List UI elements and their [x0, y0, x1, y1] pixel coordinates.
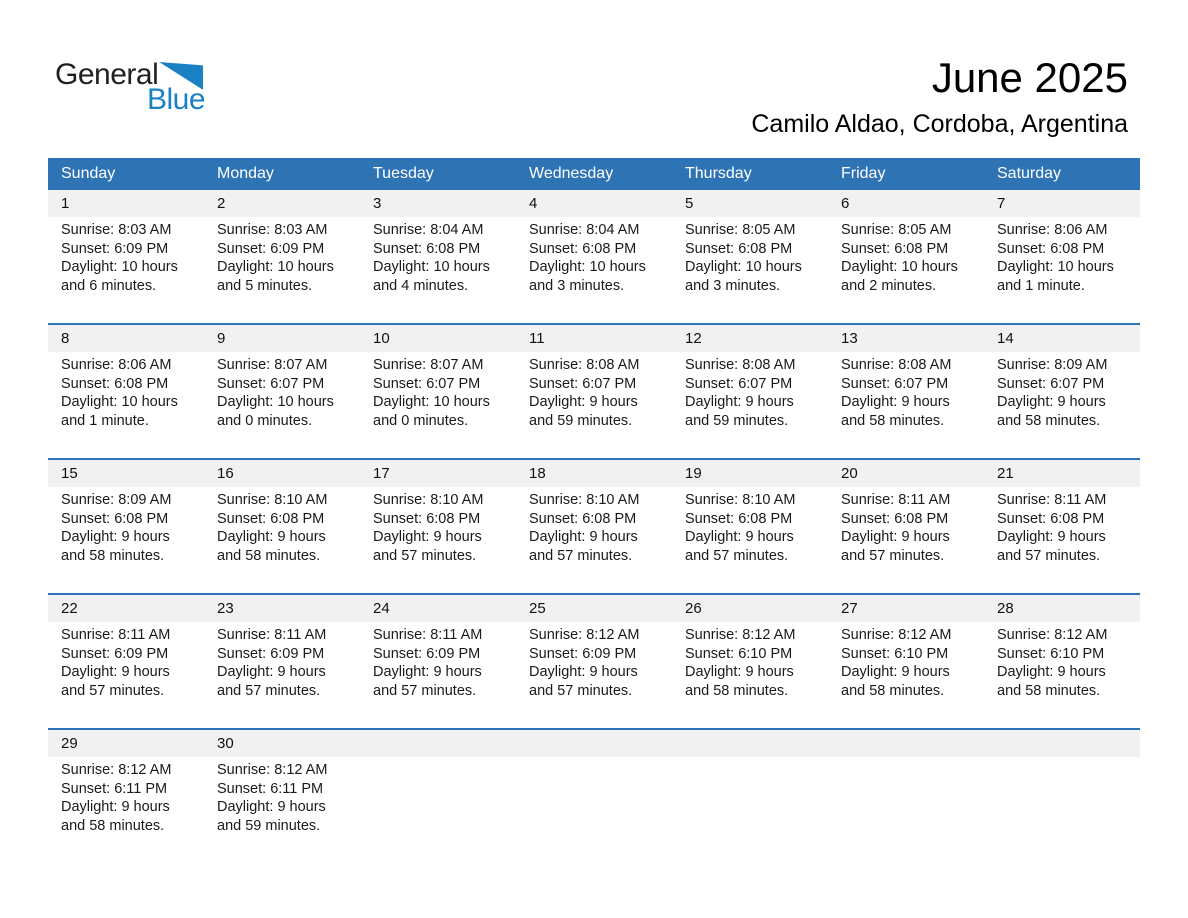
- daylight-text: Daylight: 10 hours: [529, 259, 646, 275]
- sunset-text: Sunset: 6:08 PM: [373, 240, 481, 257]
- day-cell: [984, 190, 1140, 323]
- sunset-text: Sunset: 6:08 PM: [685, 510, 793, 527]
- day-number: 30: [204, 730, 360, 757]
- daylight-text-line2: and 59 minutes.: [685, 412, 789, 429]
- day-details: [516, 622, 672, 700]
- sunrise-text: Sunrise: 8:11 AM: [61, 627, 171, 643]
- calendar-table: [48, 158, 1140, 863]
- day-number: 23: [204, 595, 360, 622]
- sunrise-text: Sunrise: 8:10 AM: [373, 492, 484, 508]
- sunset-text: Sunset: 6:11 PM: [217, 780, 324, 797]
- sunrise-text: Sunrise: 8:11 AM: [841, 492, 951, 508]
- daylight-text-line2: and 2 minutes.: [841, 277, 937, 294]
- daylight-text-line2: and 57 minutes.: [529, 547, 633, 564]
- daylight-text: Daylight: 9 hours: [841, 529, 950, 545]
- day-number: 22: [48, 595, 204, 622]
- day-details: [48, 757, 204, 835]
- daylight-text-line2: and 58 minutes.: [997, 682, 1101, 699]
- day-number: 1: [48, 190, 204, 217]
- week-row: [48, 593, 1140, 728]
- sunset-text: Sunset: 6:07 PM: [997, 375, 1105, 392]
- daylight-text: Daylight: 10 hours: [61, 259, 178, 275]
- daylight-text: Daylight: 10 hours: [373, 259, 490, 275]
- daylight-text-line2: and 57 minutes.: [373, 682, 477, 699]
- daylight-text: Daylight: 9 hours: [529, 529, 638, 545]
- day-cell: [360, 190, 516, 323]
- sunset-text: Sunset: 6:08 PM: [373, 510, 481, 527]
- day-cell: [984, 460, 1140, 593]
- weekday-header: Tuesday: [373, 165, 434, 182]
- day-cell: [360, 325, 516, 458]
- day-cell: [516, 595, 672, 728]
- daylight-text: Daylight: 9 hours: [529, 394, 638, 410]
- day-number: 6: [828, 190, 984, 217]
- daylight-text-line2: and 5 minutes.: [217, 277, 313, 294]
- sunrise-text: Sunrise: 8:12 AM: [529, 627, 640, 643]
- day-details: [984, 622, 1140, 700]
- sunset-text: Sunset: 6:07 PM: [529, 375, 637, 392]
- daylight-text-line2: and 57 minutes.: [373, 547, 477, 564]
- day-details: [828, 352, 984, 430]
- daylight-text: Daylight: 10 hours: [217, 394, 334, 410]
- daylight-text: Daylight: 10 hours: [61, 394, 178, 410]
- day-cell: [828, 190, 984, 323]
- day-details: [984, 757, 1140, 761]
- day-cell: [828, 730, 984, 863]
- daylight-text-line2: and 58 minutes.: [685, 682, 789, 699]
- day-number: 14: [984, 325, 1140, 352]
- daylight-text-line2: and 3 minutes.: [685, 277, 781, 294]
- daylight-text: Daylight: 9 hours: [61, 664, 170, 680]
- weekday-header: Wednesday: [529, 165, 614, 182]
- daylight-text-line2: and 57 minutes.: [997, 547, 1101, 564]
- daylight-text: Daylight: 10 hours: [217, 259, 334, 275]
- daylight-text: Daylight: 9 hours: [997, 529, 1106, 545]
- day-number: 15: [48, 460, 204, 487]
- sunrise-text: Sunrise: 8:04 AM: [373, 222, 484, 238]
- day-details: [672, 352, 828, 430]
- daylight-text-line2: and 1 minute.: [61, 412, 149, 429]
- day-number: [984, 730, 1140, 757]
- sunrise-text: Sunrise: 8:09 AM: [61, 492, 172, 508]
- day-details: [516, 352, 672, 430]
- sunset-text: Sunset: 6:07 PM: [841, 375, 949, 392]
- day-cell: [360, 730, 516, 863]
- day-details: [360, 487, 516, 565]
- day-number: 7: [984, 190, 1140, 217]
- daylight-text-line2: and 59 minutes.: [217, 817, 321, 834]
- day-number: 2: [204, 190, 360, 217]
- daylight-text-line2: and 4 minutes.: [373, 277, 469, 294]
- sunset-text: Sunset: 6:10 PM: [841, 645, 949, 662]
- day-cell: [204, 190, 360, 323]
- day-cell: [672, 325, 828, 458]
- day-cell: [48, 190, 204, 323]
- sunset-text: Sunset: 6:07 PM: [373, 375, 481, 392]
- sunrise-text: Sunrise: 8:07 AM: [373, 357, 484, 373]
- daylight-text-line2: and 0 minutes.: [217, 412, 313, 429]
- day-details: [204, 622, 360, 700]
- day-cell: [672, 460, 828, 593]
- sunrise-text: Sunrise: 8:10 AM: [217, 492, 328, 508]
- day-cell: [48, 460, 204, 593]
- day-details: [672, 487, 828, 565]
- day-number: 28: [984, 595, 1140, 622]
- sunrise-text: Sunrise: 8:10 AM: [529, 492, 640, 508]
- sunrise-text: Sunrise: 8:08 AM: [529, 357, 640, 373]
- day-number: [360, 730, 516, 757]
- sunset-text: Sunset: 6:11 PM: [61, 780, 168, 797]
- day-cell: [516, 190, 672, 323]
- day-details: [984, 217, 1140, 295]
- sunset-text: Sunset: 6:08 PM: [997, 240, 1105, 257]
- day-details: [48, 352, 204, 430]
- day-cell: [672, 595, 828, 728]
- sunset-text: Sunset: 6:09 PM: [217, 240, 325, 257]
- day-cell: [48, 325, 204, 458]
- sunset-text: Sunset: 6:10 PM: [997, 645, 1105, 662]
- sunrise-text: Sunrise: 8:12 AM: [685, 627, 796, 643]
- daylight-text: Daylight: 10 hours: [997, 259, 1114, 275]
- day-cell: [672, 190, 828, 323]
- sunset-text: Sunset: 6:08 PM: [217, 510, 325, 527]
- day-cell: [204, 730, 360, 863]
- weekday-header: Monday: [217, 165, 274, 182]
- day-cell: [516, 460, 672, 593]
- daylight-text: Daylight: 10 hours: [685, 259, 802, 275]
- week-row: [48, 728, 1140, 863]
- day-details: [516, 487, 672, 565]
- day-cell: [984, 730, 1140, 863]
- daylight-text-line2: and 57 minutes.: [529, 682, 633, 699]
- day-details: [204, 487, 360, 565]
- sunrise-text: Sunrise: 8:09 AM: [997, 357, 1108, 373]
- daylight-text: Daylight: 9 hours: [373, 664, 482, 680]
- sunset-text: Sunset: 6:09 PM: [217, 645, 325, 662]
- daylight-text-line2: and 57 minutes.: [841, 547, 945, 564]
- day-number: 11: [516, 325, 672, 352]
- day-details: [360, 757, 516, 761]
- day-number: 29: [48, 730, 204, 757]
- weekday-header-row: [48, 158, 1140, 188]
- day-cell: [828, 595, 984, 728]
- daylight-text-line2: and 57 minutes.: [61, 682, 165, 699]
- day-cell: [204, 325, 360, 458]
- sunrise-text: Sunrise: 8:12 AM: [61, 762, 172, 778]
- sunrise-text: Sunrise: 8:04 AM: [529, 222, 640, 238]
- general-blue-logo: [55, 58, 275, 117]
- sunset-text: Sunset: 6:10 PM: [685, 645, 793, 662]
- day-number: 20: [828, 460, 984, 487]
- day-details: [516, 217, 672, 295]
- day-number: 12: [672, 325, 828, 352]
- daylight-text-line2: and 1 minute.: [997, 277, 1085, 294]
- sunset-text: Sunset: 6:08 PM: [529, 510, 637, 527]
- daylight-text: Daylight: 9 hours: [217, 664, 326, 680]
- day-number: 5: [672, 190, 828, 217]
- header-titles: [751, 55, 1128, 139]
- day-cell: [828, 460, 984, 593]
- day-number: 16: [204, 460, 360, 487]
- daylight-text: Daylight: 9 hours: [841, 664, 950, 680]
- week-row: [48, 188, 1140, 323]
- daylight-text-line2: and 0 minutes.: [373, 412, 469, 429]
- sunrise-text: Sunrise: 8:10 AM: [685, 492, 796, 508]
- day-details: [984, 487, 1140, 565]
- daylight-text-line2: and 58 minutes.: [217, 547, 321, 564]
- day-details: [672, 217, 828, 295]
- sunrise-text: Sunrise: 8:12 AM: [841, 627, 952, 643]
- day-details: [672, 757, 828, 761]
- daylight-text: Daylight: 9 hours: [217, 799, 326, 815]
- page-subtitle: Camilo Aldao, Cordoba, Argentina: [751, 110, 1128, 138]
- day-number: 8: [48, 325, 204, 352]
- logo-text-blue: Blue: [147, 83, 206, 116]
- logo-text-general: General: [55, 58, 159, 91]
- daylight-text-line2: and 6 minutes.: [61, 277, 157, 294]
- sunrise-text: Sunrise: 8:08 AM: [685, 357, 796, 373]
- day-cell: [48, 730, 204, 863]
- day-number: 21: [984, 460, 1140, 487]
- day-cell: [516, 730, 672, 863]
- day-details: [828, 622, 984, 700]
- day-number: 17: [360, 460, 516, 487]
- sunset-text: Sunset: 6:08 PM: [997, 510, 1105, 527]
- sunset-text: Sunset: 6:08 PM: [841, 240, 949, 257]
- weekday-header: Thursday: [685, 165, 752, 182]
- sunrise-text: Sunrise: 8:05 AM: [841, 222, 952, 238]
- day-number: [516, 730, 672, 757]
- day-details: [360, 352, 516, 430]
- day-details: [672, 622, 828, 700]
- daylight-text: Daylight: 9 hours: [61, 799, 170, 815]
- day-cell: [48, 595, 204, 728]
- sunset-text: Sunset: 6:09 PM: [61, 240, 169, 257]
- daylight-text-line2: and 57 minutes.: [685, 547, 789, 564]
- weekday-header: Saturday: [997, 165, 1062, 182]
- day-details: [48, 622, 204, 700]
- daylight-text: Daylight: 9 hours: [217, 529, 326, 545]
- daylight-text: Daylight: 9 hours: [529, 664, 638, 680]
- daylight-text: Daylight: 9 hours: [685, 394, 794, 410]
- sunrise-text: Sunrise: 8:11 AM: [373, 627, 483, 643]
- day-cell: [984, 595, 1140, 728]
- sunrise-text: Sunrise: 8:03 AM: [217, 222, 328, 238]
- day-number: 9: [204, 325, 360, 352]
- day-details: [204, 217, 360, 295]
- daylight-text-line2: and 58 minutes.: [997, 412, 1101, 429]
- day-number: 10: [360, 325, 516, 352]
- day-number: 26: [672, 595, 828, 622]
- day-number: 3: [360, 190, 516, 217]
- daylight-text: Daylight: 9 hours: [373, 529, 482, 545]
- daylight-text: Daylight: 9 hours: [841, 394, 950, 410]
- daylight-text: Daylight: 9 hours: [61, 529, 170, 545]
- daylight-text-line2: and 58 minutes.: [841, 682, 945, 699]
- day-details: [204, 757, 360, 835]
- daylight-text-line2: and 58 minutes.: [841, 412, 945, 429]
- sunset-text: Sunset: 6:08 PM: [529, 240, 637, 257]
- day-cell: [360, 460, 516, 593]
- daylight-text: Daylight: 9 hours: [685, 529, 794, 545]
- daylight-text-line2: and 58 minutes.: [61, 547, 165, 564]
- sunrise-text: Sunrise: 8:11 AM: [217, 627, 327, 643]
- sunrise-text: Sunrise: 8:12 AM: [217, 762, 328, 778]
- day-cell: [360, 595, 516, 728]
- daylight-text-line2: and 57 minutes.: [217, 682, 321, 699]
- daylight-text-line2: and 59 minutes.: [529, 412, 633, 429]
- daylight-text-line2: and 58 minutes.: [61, 817, 165, 834]
- page-title: June 2025: [931, 54, 1128, 101]
- day-details: [828, 757, 984, 761]
- sunset-text: Sunset: 6:09 PM: [373, 645, 481, 662]
- daylight-text: Daylight: 9 hours: [685, 664, 794, 680]
- day-number: 13: [828, 325, 984, 352]
- day-number: 4: [516, 190, 672, 217]
- day-number: 24: [360, 595, 516, 622]
- sunrise-text: Sunrise: 8:06 AM: [997, 222, 1108, 238]
- day-number: 27: [828, 595, 984, 622]
- day-number: 18: [516, 460, 672, 487]
- day-details: [48, 487, 204, 565]
- sunset-text: Sunset: 6:07 PM: [685, 375, 793, 392]
- day-number: 25: [516, 595, 672, 622]
- sunset-text: Sunset: 6:08 PM: [61, 510, 169, 527]
- daylight-text: Daylight: 10 hours: [373, 394, 490, 410]
- day-details: [360, 217, 516, 295]
- week-row: [48, 458, 1140, 593]
- daylight-text: Daylight: 9 hours: [997, 394, 1106, 410]
- day-details: [48, 217, 204, 295]
- sunrise-text: Sunrise: 8:06 AM: [61, 357, 172, 373]
- sunrise-text: Sunrise: 8:08 AM: [841, 357, 952, 373]
- day-cell: [204, 595, 360, 728]
- sunset-text: Sunset: 6:09 PM: [61, 645, 169, 662]
- weekday-header: Sunday: [61, 165, 116, 182]
- day-details: [828, 217, 984, 295]
- daylight-text-line2: and 3 minutes.: [529, 277, 625, 294]
- week-row: [48, 323, 1140, 458]
- sunset-text: Sunset: 6:09 PM: [529, 645, 637, 662]
- sunset-text: Sunset: 6:07 PM: [217, 375, 325, 392]
- day-cell: [204, 460, 360, 593]
- day-number: [828, 730, 984, 757]
- day-details: [516, 757, 672, 761]
- day-cell: [984, 325, 1140, 458]
- day-number: 19: [672, 460, 828, 487]
- sunrise-text: Sunrise: 8:05 AM: [685, 222, 796, 238]
- sunset-text: Sunset: 6:08 PM: [685, 240, 793, 257]
- daylight-text: Daylight: 10 hours: [841, 259, 958, 275]
- day-details: [204, 352, 360, 430]
- day-cell: [516, 325, 672, 458]
- sunset-text: Sunset: 6:08 PM: [61, 375, 169, 392]
- day-details: [984, 352, 1140, 430]
- sunrise-text: Sunrise: 8:07 AM: [217, 357, 328, 373]
- day-number: [672, 730, 828, 757]
- sunrise-text: Sunrise: 8:12 AM: [997, 627, 1108, 643]
- daylight-text: Daylight: 9 hours: [997, 664, 1106, 680]
- sunrise-text: Sunrise: 8:11 AM: [997, 492, 1107, 508]
- weekday-header: Friday: [841, 165, 886, 182]
- sunset-text: Sunset: 6:08 PM: [841, 510, 949, 527]
- weeks: [48, 188, 1140, 863]
- day-details: [828, 487, 984, 565]
- day-details: [360, 622, 516, 700]
- day-cell: [672, 730, 828, 863]
- day-cell: [828, 325, 984, 458]
- sunrise-text: Sunrise: 8:03 AM: [61, 222, 172, 238]
